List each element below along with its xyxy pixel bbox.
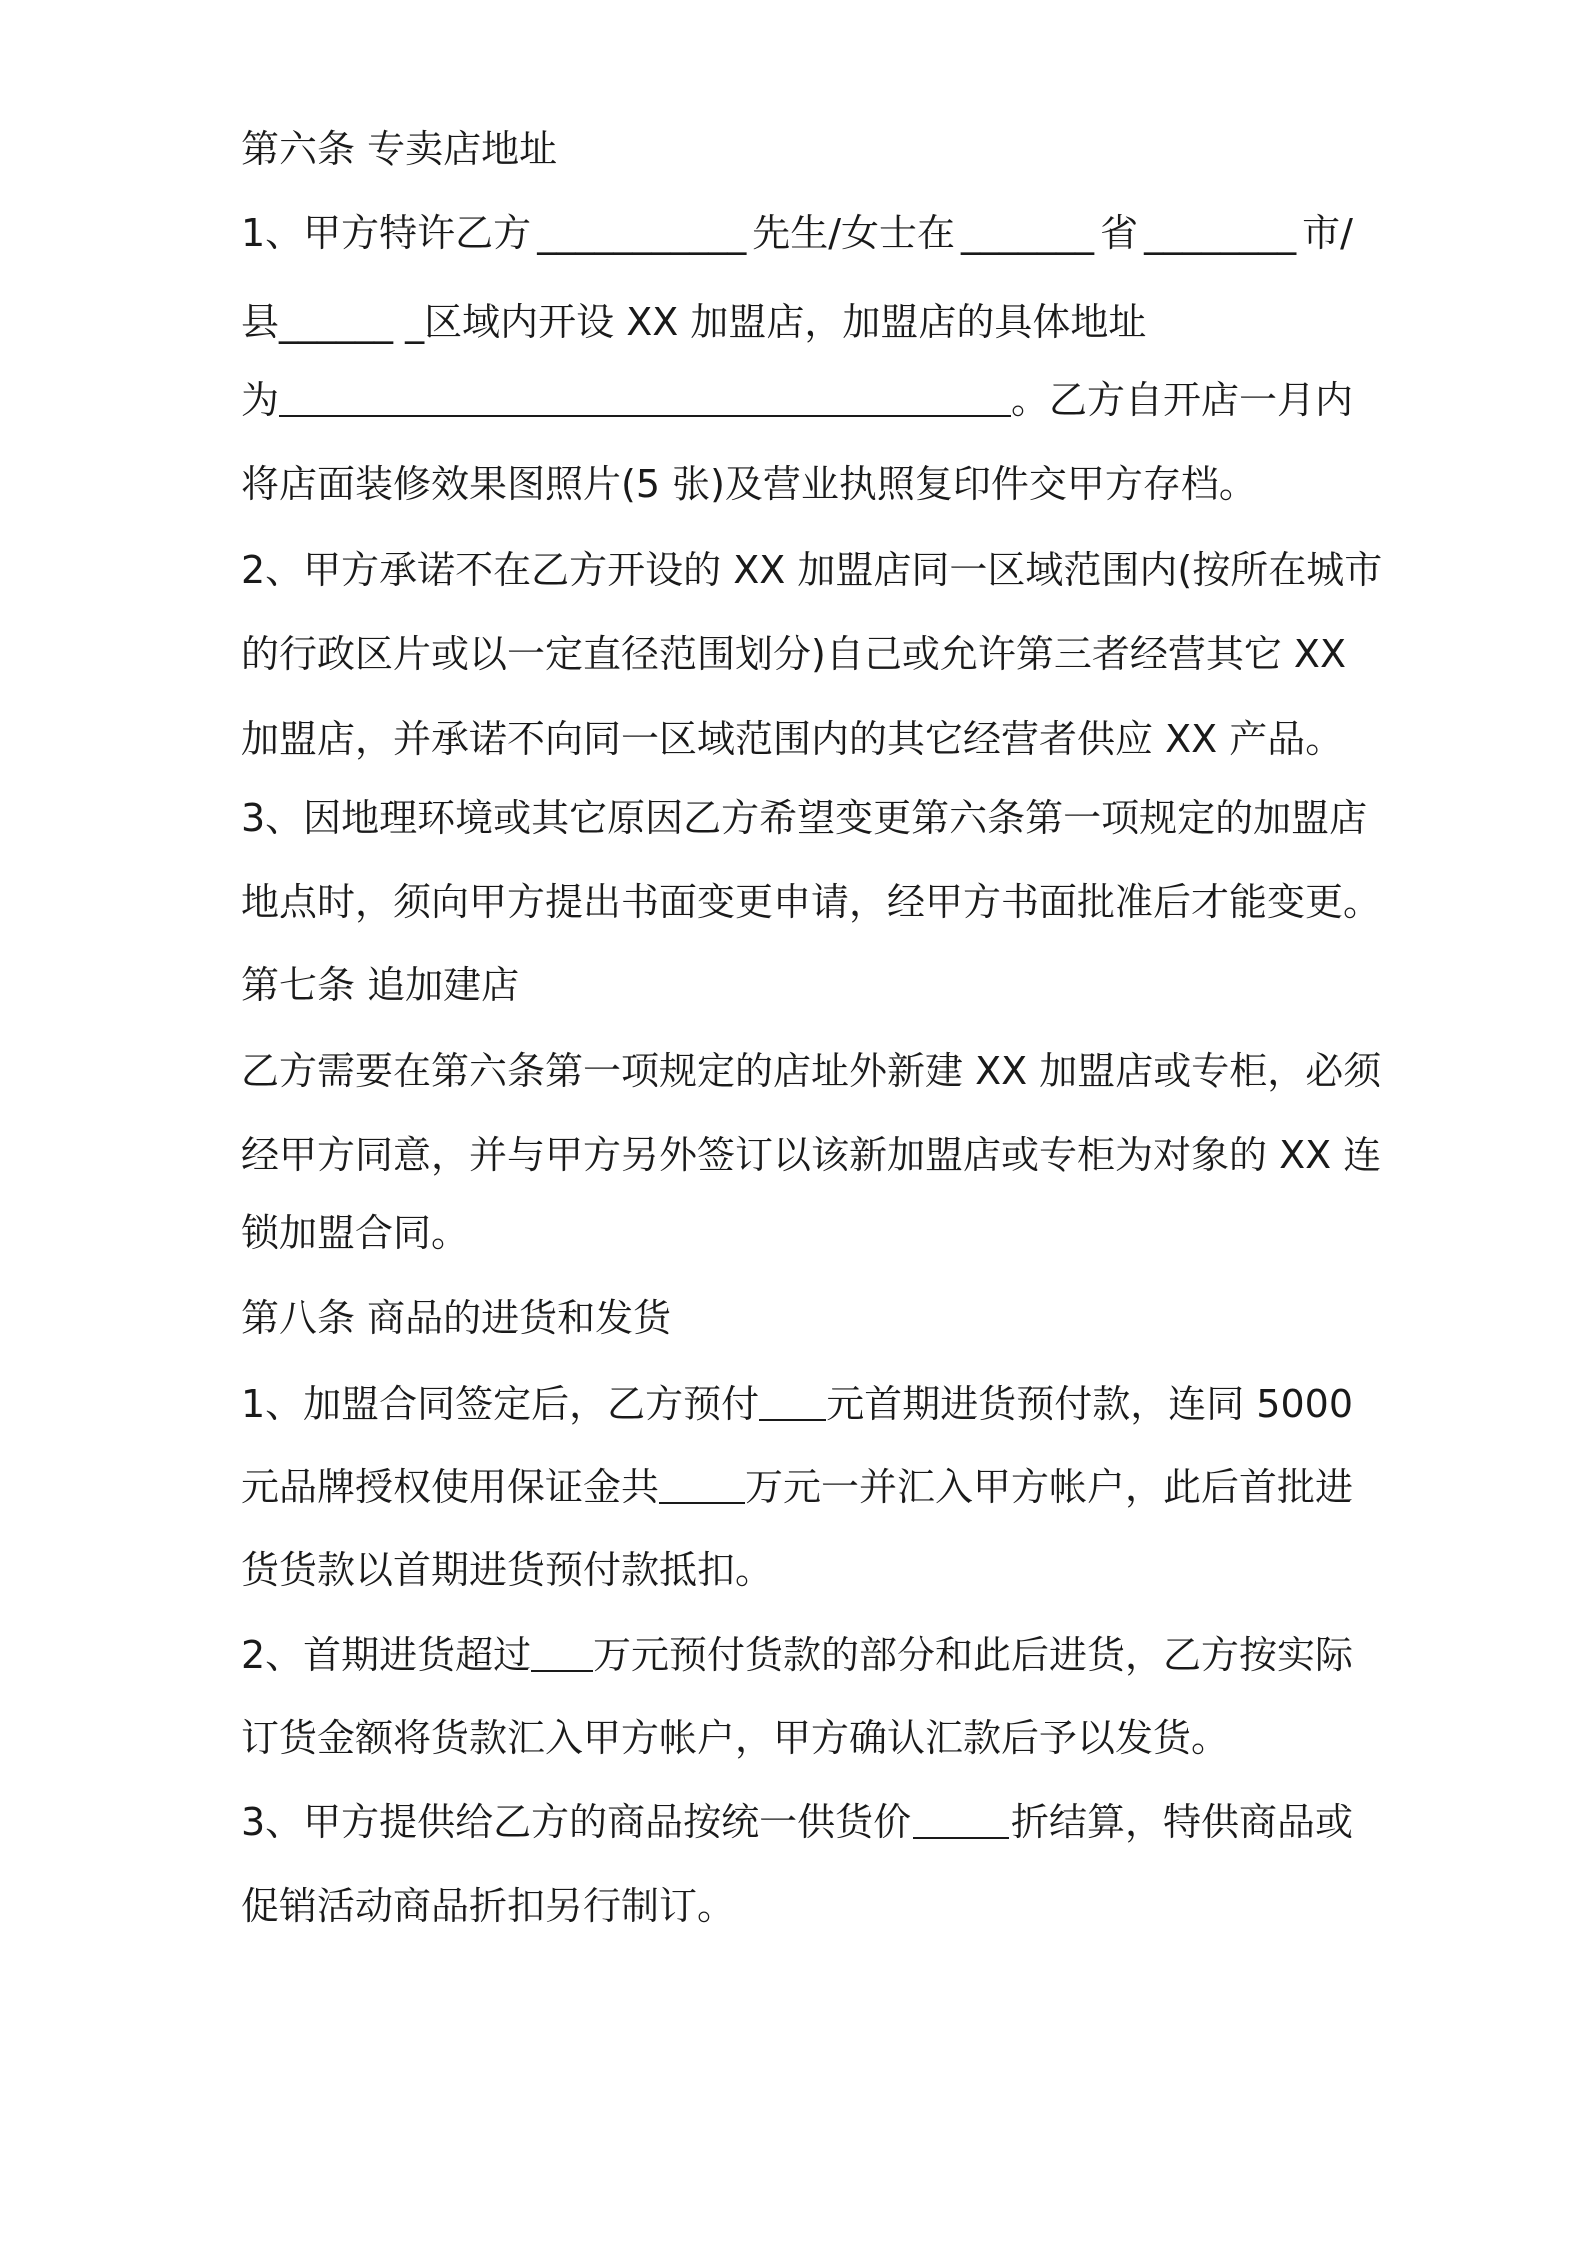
- text-segment: 元首期进货预付款，连同 5000: [826, 1382, 1353, 1426]
- article-6-item-2-line-1: [241, 545, 1383, 595]
- text-segment: 元品牌授权使用保证金共: [241, 1465, 660, 1509]
- text-segment: 先生/女士在: [752, 211, 956, 255]
- article-8-item-3-line-2: 促销活动商品折扣另行制订。: [241, 1884, 736, 1928]
- article-6-heading: 第六条 专卖店地址: [241, 127, 558, 171]
- text-segment: 省: [1100, 211, 1139, 255]
- article-8-item-1-line-3: 货货款以首期进货预付款抵扣。: [241, 1548, 774, 1592]
- article-6-item-1-line-2: [241, 297, 1353, 347]
- fill-blank: ___________: [537, 211, 747, 255]
- article-8-item-2-line-1: [241, 1630, 1353, 1680]
- text-segment: 。乙方自开店一月内: [1010, 378, 1353, 422]
- amount-blank-line: [759, 1385, 826, 1421]
- text-segment: 县: [241, 300, 280, 344]
- text-segment: 区域内开设 XX 加盟店，加盟店的具体地址: [424, 300, 1147, 344]
- article-6-item-1-line-3: [241, 375, 1353, 425]
- article-8-item-1-line-1: [241, 1379, 1353, 1429]
- fill-blank: ________: [1144, 211, 1297, 255]
- discount-blank-line: [913, 1803, 1009, 1839]
- article-7-line-3: 锁加盟合同。: [241, 1211, 470, 1255]
- fill-blank: _______: [961, 211, 1095, 255]
- text-segment: 2、首期进货超过: [241, 1633, 532, 1677]
- article-6-item-1-line-4: 将店面装修效果图照片(5 张)及营业执照复印件交甲方存档。: [241, 462, 1257, 506]
- text-segment: 2、甲方承诺不在乙方开设的 XX 加盟店同一区域范围内(按所在城市: [241, 548, 1383, 592]
- article-6-item-2-line-3: 加盟店，并承诺不向同一区域范围内的其它经营者供应 XX 产品。: [241, 717, 1344, 761]
- fill-blank: ______ _: [279, 300, 425, 344]
- article-8-item-2-line-2: 订货金额将货款汇入甲方帐户，甲方确认汇款后予以发货。: [241, 1716, 1230, 1760]
- amount-blank-line: [659, 1468, 745, 1504]
- article-8-heading: 第八条 商品的进货和发货: [241, 1296, 672, 1340]
- text-segment: 3、甲方提供给乙方的商品按统一供货价: [241, 1800, 912, 1844]
- article-7-line-1: 乙方需要在第六条第一项规定的店址外新建 XX 加盟店或专柜，必须: [241, 1049, 1382, 1093]
- text-segment: 1、甲方特许乙方: [241, 211, 532, 255]
- text-segment: 为: [241, 378, 280, 422]
- text-segment: 1、加盟合同签定后，乙方预付: [241, 1382, 760, 1426]
- text-segment: 万元预付货款的部分和此后进货，乙方按实际: [592, 1633, 1353, 1677]
- article-7-heading: 第七条 追加建店: [241, 963, 520, 1007]
- article-7-line-2: 经甲方同意，并与甲方另外签订以该新加盟店或专柜为对象的 XX 连: [241, 1133, 1382, 1177]
- article-6-item-3-line-2: 地点时，须向甲方提出书面变更申请，经甲方书面批准后才能变更。: [241, 880, 1382, 924]
- amount-blank-line: [531, 1636, 593, 1672]
- text-segment: 万元一并汇入甲方帐户，此后首批进: [744, 1465, 1353, 1509]
- address-blank-line: [279, 381, 1011, 417]
- article-6-item-1-line-1: [241, 208, 1353, 258]
- article-8-item-3-line-1: [241, 1797, 1353, 1847]
- article-8-item-1-line-2: [241, 1462, 1353, 1512]
- article-6-item-3-line-1: 3、因地理环境或其它原因乙方希望变更第六条第一项规定的加盟店: [241, 796, 1368, 840]
- article-6-item-2-line-2: 的行政区片或以一定直径范围划分)自己或允许第三者经营其它 XX: [241, 632, 1346, 676]
- text-segment: 市/: [1302, 211, 1353, 255]
- text-segment: 折结算，特供商品或: [1010, 1800, 1353, 1844]
